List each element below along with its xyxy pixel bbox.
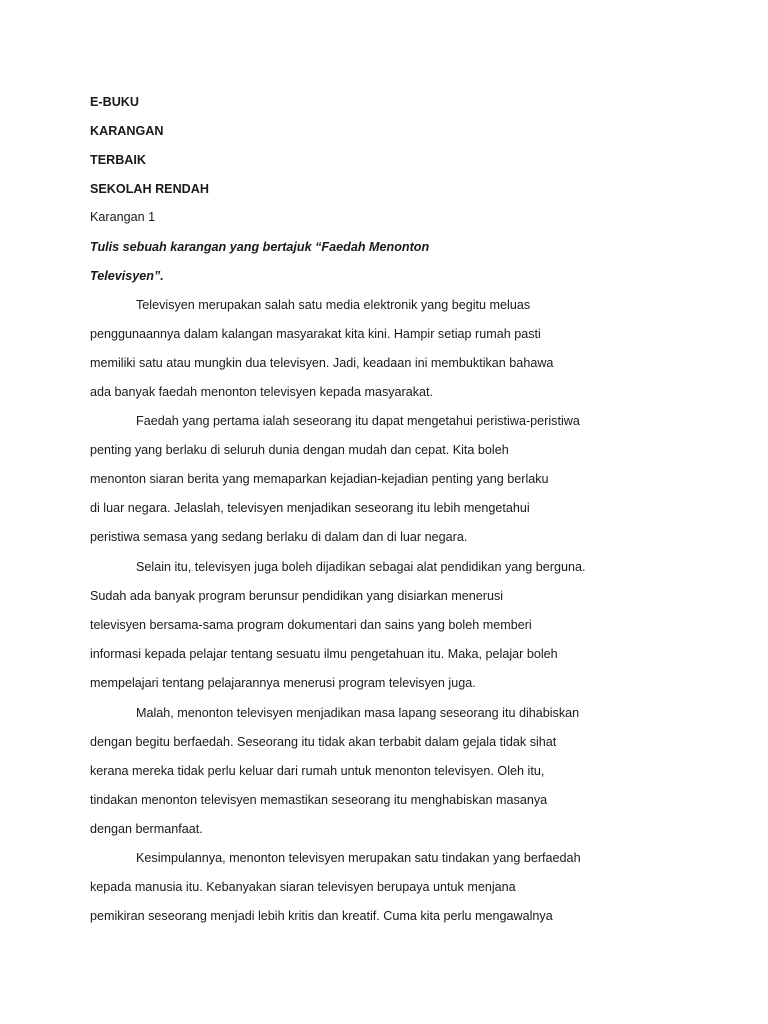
- paragraph-line: Malah, menonton televisyen menjadikan masa lapang seseorang itu dihabiskan: [136, 706, 580, 720]
- paragraph-line: di luar negara. Jelaslah, televisyen menjadikan seseorang itu lebih mengetahui: [90, 501, 530, 515]
- paragraph-line: Kesimpulannya, menonton televisyen merupakan satu tindakan yang berfaedah: [136, 851, 581, 865]
- header-karangan: KARANGAN: [90, 124, 164, 138]
- paragraph-line: penggunaannya dalam kalangan masyarakat kita kini. Hampir setiap rumah pasti: [90, 327, 541, 341]
- paragraph-line: memiliki satu atau mungkin dua televisyen. Jadi, keadaan ini membuktikan bahawa: [90, 356, 554, 370]
- paragraph-line: peristiwa semasa yang sedang berlaku di dalam dan di luar negara.: [90, 530, 468, 544]
- paragraph-line: pemikiran seseorang menjadi lebih kritis dan kreatif. Cuma kita perlu mengawalnya: [90, 909, 553, 923]
- paragraph-line: mempelajari tentang pelajarannya menerusi program televisyen juga.: [90, 676, 476, 690]
- paragraph-line: informasi kepada pelajar tentang sesuatu ilmu pengetahuan itu. Maka, pelajar boleh: [90, 647, 558, 661]
- paragraph-line: Faedah yang pertama ialah seseorang itu dapat mengetahui peristiwa-peristiwa: [136, 414, 580, 428]
- paragraph-line: Sudah ada banyak program berunsur pendidikan yang disiarkan menerusi: [90, 589, 504, 603]
- essay-prompt-line-1: Tulis sebuah karangan yang bertajuk “Faedah Menonton: [90, 240, 430, 254]
- paragraph-line: penting yang berlaku di seluruh dunia dengan mudah dan cepat. Kita boleh: [90, 443, 509, 457]
- paragraph-line: kerana mereka tidak perlu keluar dari rumah untuk menonton televisyen. Oleh itu,: [90, 764, 545, 778]
- paragraph-line: Televisyen merupakan salah satu media elektronik yang begitu meluas: [136, 298, 531, 312]
- header-terbaik: TERBAIK: [90, 153, 146, 167]
- paragraph-line: menonton siaran berita yang memaparkan kejadian-kejadian penting yang berlaku: [90, 472, 549, 486]
- paragraph-line: ada banyak faedah menonton televisyen kepada masyarakat.: [90, 385, 434, 399]
- header-sekolah-rendah: SEKOLAH RENDAH: [90, 182, 209, 196]
- paragraph-line: televisyen bersama-sama program dokumentari dan sains yang boleh memberi: [90, 618, 532, 632]
- paragraph-line: tindakan menonton televisyen memastikan seseorang itu menghabiskan masanya: [90, 793, 548, 807]
- essay-prompt-line-2: Televisyen”.: [90, 269, 164, 283]
- essay-label: Karangan 1: [90, 210, 156, 224]
- header-ebuku: E-BUKU: [90, 95, 139, 109]
- paragraph-line: Selain itu, televisyen juga boleh dijadikan sebagai alat pendidikan yang berguna.: [136, 560, 586, 574]
- paragraph-line: dengan begitu berfaedah. Seseorang itu tidak akan terbabit dalam gejala tidak sihat: [90, 735, 557, 749]
- paragraph-line: dengan bermanfaat.: [90, 822, 203, 836]
- paragraph-line: kepada manusia itu. Kebanyakan siaran televisyen berupaya untuk menjana: [90, 880, 516, 894]
